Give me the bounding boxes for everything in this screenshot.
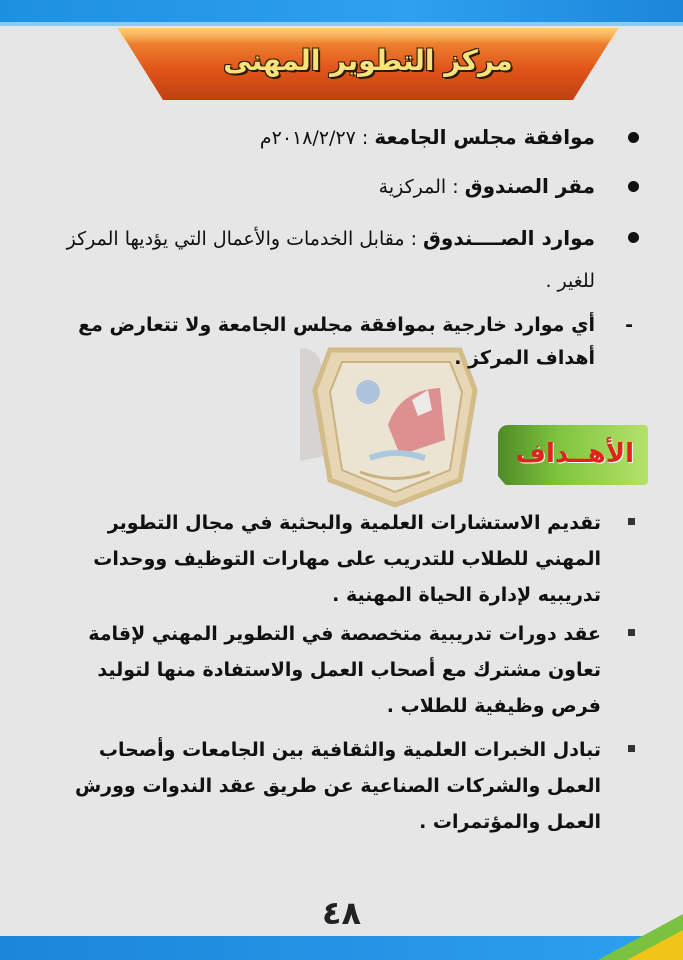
bullet-icon [628,232,639,243]
square-bullet-icon [628,518,635,525]
info-separator: : [404,228,424,250]
info-label: موارد الصــــندوق [423,226,595,250]
goal-item [56,505,643,613]
top-light-stripe [0,22,683,26]
sub-item-external-resources [54,309,643,375]
info-value: مقابل الخدمات والأعمال التي يؤديها المركز للغير . [66,228,595,292]
info-item-resources [54,217,643,302]
sub-item-text: أي موارد خارجية بموافقة مجلس الجامعة ولا تتعارض مع أهداف المركز . [78,314,595,369]
info-separator: : [446,176,465,198]
bullet-icon [628,181,639,192]
dash-marker: - [625,314,633,336]
info-label: موافقة مجلس الجامعة [374,125,595,149]
page-title: مركز التطوير المهنى [223,44,513,77]
goal-item [56,732,643,840]
goals-heading-tab [498,425,648,485]
goal-item [56,616,643,724]
square-bullet-icon [628,745,635,752]
goals-heading: الأهــداف [515,439,634,469]
square-bullet-icon [628,629,635,636]
title-banner [118,28,618,100]
top-blue-band [0,0,683,22]
goal-text: تقديم الاستشارات العلمية والبحثية في مجال التطوير المهني للطلاب للتدريب على مهارات التوظيف ووحدات تدريبيه لإدارة الحياة المهنية . [93,512,601,606]
goal-text: عقد دورات تدريبية متخصصة في التطوير المهني لإقامة تعاون مشترك مع أصحاب العمل والاستفادة منها لتوليد فرص وظيفية للطلاب . [88,623,601,717]
bottom-yellow-corner [627,930,683,960]
info-value: المركزية [378,176,447,198]
info-value: ٢٠١٨/٢/٢٧م [259,127,356,149]
bottom-blue-band [0,936,683,960]
goal-text: تبادل الخبرات العلمية والثقافية بين الجامعات وأصحاب العمل والشركات الصناعية عن طريق عقد الندوات وورش العمل والمؤتمرات . [74,739,601,833]
info-label: مقر الصندوق [464,174,595,198]
info-item-location [54,173,643,201]
bullet-icon [628,132,639,143]
info-item-approval [54,124,643,152]
page-number: ٤٨ [321,894,362,932]
info-separator: : [355,127,375,149]
